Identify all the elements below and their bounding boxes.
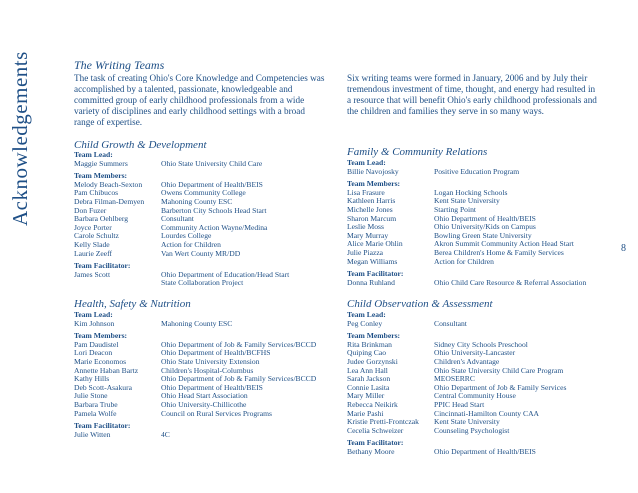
team-facilitator-organization: Ohio Department of Education/Head Start <box>161 270 290 279</box>
team-members-label: Team Members: <box>347 331 401 341</box>
team-member-organization: Counseling Psychologist <box>434 426 510 435</box>
team-member-name: Debra Filman-Demyen <box>74 197 145 206</box>
team-member-row <box>347 410 637 419</box>
team-member-organization: Berea Children's Home & Family Services <box>434 248 564 257</box>
team-members-label: Team Members: <box>74 331 128 341</box>
team-facilitator-row <box>74 431 364 440</box>
team-facilitator-label: Team Facilitator: <box>347 438 404 448</box>
team-member-row <box>74 198 364 207</box>
team-member-organization: Bowling Green State University <box>434 231 532 240</box>
team-facilitator-organization: Ohio Child Care Resource & Referral Association <box>434 278 587 287</box>
team-member-name: Alice Marie Ohlin <box>347 240 403 249</box>
team-member-name: Marie Economos <box>74 357 127 366</box>
team-facilitator-label: Team Facilitator: <box>74 421 131 431</box>
team-member-row <box>74 401 364 410</box>
team-member-name: Lisa Frasure <box>347 188 385 197</box>
team-member-name: Julie Piazza <box>347 248 384 257</box>
main-heading: The Writing Teams <box>74 58 165 72</box>
team-lead-row <box>74 320 364 329</box>
team-facilitator-name: Donna Ruhland <box>347 278 395 287</box>
team-member-row <box>74 224 364 233</box>
team-block-family <box>347 159 637 287</box>
team-heading-health: Health, Safety & Nutrition <box>74 298 191 310</box>
team-facilitator-label: Team Facilitator: <box>74 261 131 271</box>
team-member-organization: Ohio State University Extension <box>161 357 260 366</box>
team-member-name: Pamela Wolfe <box>74 409 117 418</box>
team-member-organization: Lourdes College <box>161 232 212 241</box>
team-member-row <box>74 241 364 250</box>
team-member-name: Cecelia Schweizer <box>347 426 404 435</box>
team-member-list <box>347 189 637 266</box>
team-member-name: Leslie Moss <box>347 223 384 232</box>
team-member-row <box>347 249 637 258</box>
team-member-organization: Ohio University-Lancaster <box>434 349 516 358</box>
team-member-name: Pam Chibucos <box>74 189 119 198</box>
team-heading-observation: Child Observation & Assessment <box>347 298 493 310</box>
team-member-name: Mary Miller <box>347 392 385 401</box>
team-member-organization: Akron Summit Community Action Head Start <box>434 240 574 249</box>
team-facilitator-organization: State Collaboration Project <box>161 279 244 288</box>
team-lead-name: Billie Navojosky <box>347 167 399 176</box>
team-member-row <box>347 258 637 267</box>
team-member-name: Don Fuzer <box>74 206 107 215</box>
team-member-organization: PPIC Head Start <box>434 400 485 409</box>
team-member-row <box>74 367 364 376</box>
team-member-row <box>74 410 364 419</box>
team-member-row <box>347 384 637 393</box>
team-member-row <box>74 181 364 190</box>
team-member-name: Marie Pashi <box>347 409 384 418</box>
team-block-health <box>74 311 364 439</box>
team-member-name: Pam Daudistel <box>74 340 119 349</box>
team-member-organization: Sidney City Schools Preschool <box>434 340 528 349</box>
team-member-name: Michelle Jones <box>347 205 393 214</box>
team-member-row <box>74 384 364 393</box>
team-member-organization: Ohio Department of Health/BEIS <box>161 383 263 392</box>
team-lead-label: Team Lead: <box>347 310 386 319</box>
team-member-name: Judee Gorzynski <box>347 357 398 366</box>
team-member-organization: Central Community House <box>434 392 516 401</box>
team-lead-list <box>347 320 637 329</box>
team-member-organization: MEOSERRC <box>434 375 475 384</box>
team-facilitator-name <box>74 279 161 288</box>
team-lead-list <box>74 320 364 329</box>
team-member-name: Kelly Slade <box>74 240 110 249</box>
team-facilitator-list <box>347 448 637 457</box>
team-lead-organization: Consultant <box>434 319 467 328</box>
team-member-organization: Kent State University <box>434 418 500 427</box>
team-member-list <box>347 341 637 436</box>
team-lead-name: Maggie Summers <box>74 159 128 168</box>
team-member-name: Megan Williams <box>347 257 398 266</box>
team-facilitator-label: Team Facilitator: <box>347 269 404 279</box>
team-member-organization: Community Action Wayne/Medina <box>161 223 268 232</box>
team-lead-organization: Ohio State University Child Care <box>161 159 263 168</box>
team-member-organization: Kent State University <box>434 197 500 206</box>
team-facilitator-organization: Ohio Department of Health/BEIS <box>434 447 536 456</box>
team-member-organization: Ohio Department of Job & Family Services <box>434 383 567 392</box>
team-member-organization: Action for Children <box>434 257 494 266</box>
team-member-organization: Logan Hocking Schools <box>434 188 508 197</box>
team-member-name: Kathy Hills <box>74 375 110 384</box>
team-member-organization: Ohio State University Child Care Program <box>434 366 564 375</box>
team-member-row <box>347 349 637 358</box>
team-lead-label: Team Lead: <box>74 310 113 319</box>
team-member-row <box>74 349 364 358</box>
team-facilitator-row <box>347 448 637 457</box>
team-member-row <box>74 358 364 367</box>
team-member-name: Sarah Jackson <box>347 375 391 384</box>
team-lead-row <box>74 160 364 169</box>
team-member-name: Laurie Zeeff <box>74 249 113 258</box>
team-members-label: Team Members: <box>347 179 401 189</box>
team-member-row <box>74 207 364 216</box>
team-member-row <box>347 367 637 376</box>
team-member-name: Rita Brinkman <box>347 340 392 349</box>
team-member-organization: Cincinnati-Hamilton County CAA <box>434 409 540 418</box>
team-member-row <box>74 341 364 350</box>
team-member-row <box>347 232 637 241</box>
team-member-name: Barbara Trube <box>74 400 118 409</box>
team-block-growth <box>74 151 364 288</box>
team-member-row <box>347 223 637 232</box>
team-member-organization: Starting Point <box>434 205 476 214</box>
team-member-organization: Ohio Department of Job & Family Services/BCCD <box>161 375 317 384</box>
team-member-row <box>74 215 364 224</box>
team-member-row <box>347 189 637 198</box>
team-member-organization: Consultant <box>161 215 194 224</box>
team-lead-label: Team Lead: <box>74 150 113 159</box>
team-lead-row <box>347 320 637 329</box>
team-member-name: Lori Deacon <box>74 349 113 358</box>
team-block-observation <box>347 311 637 457</box>
team-member-name: Quiping Cao <box>347 349 387 358</box>
team-facilitator-name: Julie Witten <box>74 430 111 439</box>
team-member-row <box>74 232 364 241</box>
team-member-organization: Ohio University-Chillicothe <box>161 400 247 409</box>
team-facilitator-name: James Scott <box>74 270 111 279</box>
team-member-row <box>347 418 637 427</box>
team-member-name: Deb Scott-Asakura <box>74 383 132 392</box>
team-facilitator-list <box>74 271 364 288</box>
team-lead-organization: Positive Education Program <box>434 167 520 176</box>
team-member-name: Rebecca Neikirk <box>347 400 398 409</box>
team-member-row <box>347 197 637 206</box>
team-member-name: Kristie Pretti-Frontczak <box>347 418 419 427</box>
team-member-name: Barbara Oehlberg <box>74 215 129 224</box>
intro-right: Six writing teams were formed in January, 2006 and by July their tremendous investment of time, thought, and energy had resulted in a resource that will benefit Ohio's early childhood professionals and the children and families they serve in so many ways. <box>347 73 597 116</box>
team-member-name: Julie Stone <box>74 392 108 401</box>
team-heading-family: Family & Community Relations <box>347 146 488 158</box>
team-facilitator-name: Bethany Moore <box>347 447 395 456</box>
team-member-organization: Mahoning County ESC <box>161 197 233 206</box>
team-member-organization: Children's Hospital-Columbus <box>161 366 254 375</box>
team-member-name: Sharon Marcum <box>347 214 397 223</box>
page-number: 8 <box>621 243 626 254</box>
team-member-organization: Barberton City Schools Head Start <box>161 206 267 215</box>
team-lead-row <box>347 168 637 177</box>
team-facilitator-row <box>347 279 637 288</box>
team-facilitator-list <box>74 431 364 440</box>
team-lead-organization: Mahoning County ESC <box>161 319 233 328</box>
team-lead-list <box>347 168 637 177</box>
team-facilitator-list <box>347 279 637 288</box>
intro-left: The task of creating Ohio's Core Knowledge and Competencies was accomplished by a talented, passionate, knowledgeable and committed group of early childhood professionals from a wide variety of disciplines and early childhood settings with a broad range of expertise. <box>74 73 325 127</box>
team-member-name: Lea Ann Hall <box>347 366 388 375</box>
team-member-row <box>347 240 637 249</box>
team-member-organization: Ohio Department of Health/BEIS <box>161 180 263 189</box>
team-member-row <box>347 392 637 401</box>
team-lead-name: Peg Conley <box>347 319 383 328</box>
team-facilitator-row <box>74 279 364 288</box>
team-heading-growth: Child Growth & Development <box>74 139 207 151</box>
team-member-row <box>347 358 637 367</box>
team-member-name: Joyce Porter <box>74 223 112 232</box>
team-facilitator-row <box>74 271 364 280</box>
team-lead-label: Team Lead: <box>347 158 386 167</box>
team-member-list <box>74 181 364 258</box>
team-member-name: Annette Haban Bartz <box>74 366 139 375</box>
team-members-label: Team Members: <box>74 171 128 181</box>
team-member-name: Kathleen Harris <box>347 197 396 206</box>
team-member-row <box>347 375 637 384</box>
team-member-row <box>347 206 637 215</box>
team-member-organization: Owens Community College <box>161 189 246 198</box>
team-member-row <box>74 375 364 384</box>
team-member-organization: Van Wert County MR/DD <box>161 249 241 258</box>
team-member-list <box>74 341 364 418</box>
team-member-row <box>74 189 364 198</box>
team-member-organization: Ohio Department of Job & Family Services/BCCD <box>161 340 317 349</box>
team-member-organization: Ohio Department of Health/BEIS <box>434 214 536 223</box>
team-member-row <box>347 341 637 350</box>
team-member-organization: Ohio Head Start Association <box>161 392 248 401</box>
team-member-row <box>74 250 364 259</box>
team-member-organization: Children's Advantage <box>434 357 500 366</box>
team-facilitator-organization: 4C <box>161 430 170 439</box>
team-lead-list <box>74 160 364 169</box>
team-member-row <box>347 401 637 410</box>
team-member-organization: Ohio Department of Health/BCFHS <box>161 349 271 358</box>
side-title: Acknowledgements <box>8 51 32 226</box>
team-member-name: Carole Schultz <box>74 232 119 241</box>
team-lead-name: Kim Johnson <box>74 319 115 328</box>
team-member-name: Connie Lasita <box>347 383 390 392</box>
team-member-organization: Action for Children <box>161 240 221 249</box>
team-member-row <box>347 427 637 436</box>
team-member-name: Mary Murray <box>347 231 389 240</box>
team-member-row <box>347 215 637 224</box>
team-member-organization: Ohio University/Kids on Campus <box>434 223 536 232</box>
team-member-organization: Council on Rural Services Programs <box>161 409 272 418</box>
team-member-row <box>74 392 364 401</box>
team-member-name: Melody Beach-Sexton <box>74 180 143 189</box>
